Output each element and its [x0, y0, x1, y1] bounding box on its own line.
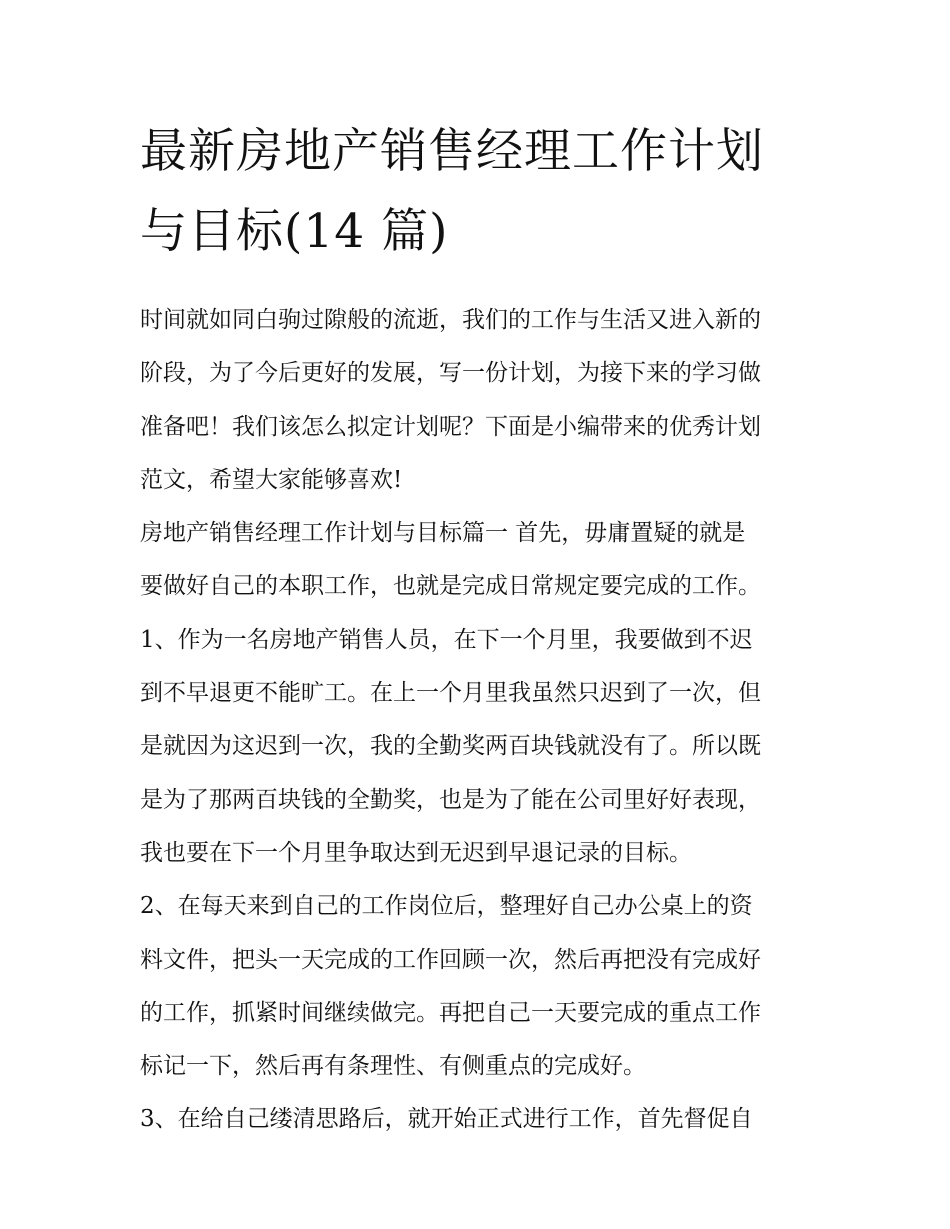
title-line: 最新房地产销售经理工作计划 — [140, 124, 764, 179]
body-line: 料文件，把头一天完成的工作回顾一次，然后再把没有完成好 — [140, 946, 761, 973]
body-line: 阶段，为了今后更好的发展，写一份计划，为接下来的学习做 — [140, 360, 761, 387]
body-line: 准备吧！我们该怎么拟定计划呢？下面是小编带来的优秀计划 — [140, 413, 761, 440]
body-line: 到不早退更不能旷工。在上一个月里我虽然只迟到了一次，但 — [140, 680, 761, 707]
body-line: 房地产销售经理工作计划与目标篇一 首先，毋庸置疑的就是 — [140, 520, 746, 547]
body-line: 是就因为这迟到一次，我的全勤奖两百块钱就没有了。所以既 — [140, 733, 761, 760]
body-line: 要做好自己的本职工作，也就是完成日常规定要完成的工作。 — [140, 573, 761, 600]
document-body — [140, 294, 812, 1147]
body-line: 是为了那两百块钱的全勤奖，也是为了能在公司里好好表现， — [140, 786, 761, 813]
body-line: 的工作，抓紧时间继续做完。再把自己一天要完成的重点工作 — [140, 999, 761, 1026]
body-line: 范文，希望大家能够喜欢! — [140, 466, 403, 493]
body-line: 我也要在下一个月里争取达到无迟到早退记录的目标。 — [140, 839, 692, 866]
body-line: 1、作为一名房地产销售人员，在下一个月里，我要做到不迟 — [140, 626, 753, 653]
body-line: 2、在每天来到自己的工作岗位后，整理好自己办公桌上的资 — [140, 893, 753, 920]
body-line: 3、在给自己缕清思路后，就开始正式进行工作，首先督促自 — [140, 1106, 753, 1133]
document-page — [140, 112, 812, 1147]
document-title — [140, 112, 812, 272]
body-line: 标记一下，然后再有条理性、有侧重点的完成好。 — [140, 1053, 646, 1080]
title-line: 与目标(14 篇) — [140, 204, 449, 259]
body-line: 时间就如同白驹过隙般的流逝，我们的工作与生活又进入新的 — [140, 307, 761, 333]
